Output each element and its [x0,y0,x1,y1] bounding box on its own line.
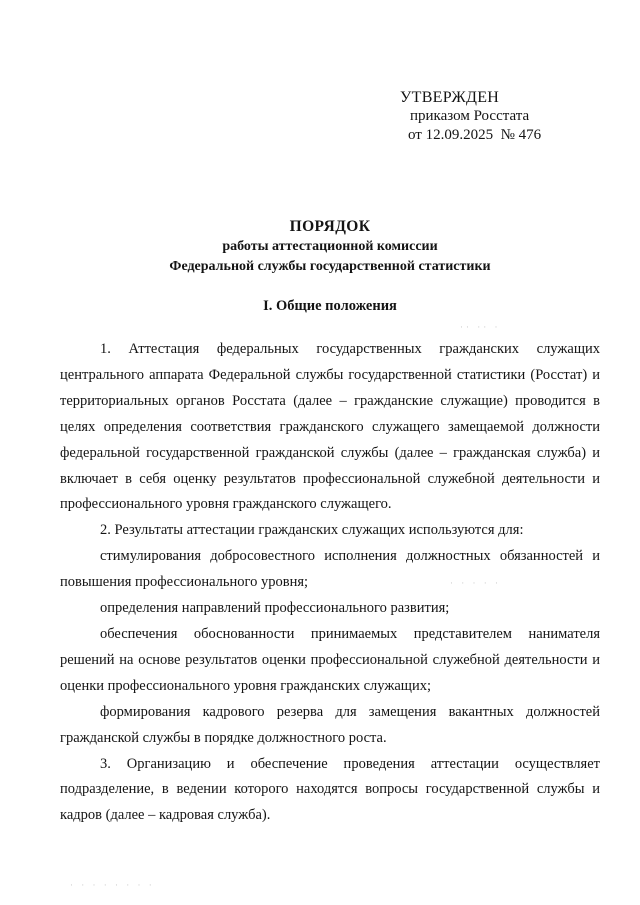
paragraph-6: формирования кадрового резерва для замещения вакантных должностей гражданской службы в порядке должностного роста. [60,703,600,746]
document-title-block [60,217,600,277]
approval-order-line: приказом Росстата [410,108,530,124]
document-subtitle-2: Федеральной службы государственной статистики [169,259,491,274]
scan-noise: · · · · · [450,578,501,588]
approval-heading: УТВЕРЖДЕН [400,89,500,106]
paragraph-2: 2. Результаты аттестации гражданских служащих используются для: [100,522,524,539]
approval-block [400,88,600,145]
paragraph-4: определения направлений профессионального развития; [100,600,450,617]
section-title: I. Общие положения [263,298,397,314]
approval-date-number: от 12.09.2025 № 476 [408,127,542,143]
document-subtitle-1: работы аттестационной комиссии [222,239,438,254]
document-body [60,337,600,829]
paragraph-1: 1. Аттестация федеральных государственных гражданских служащих центрального аппарата Федеральной службы государственной статистики (Росстат) и территориальных органов Росстата (далее – гражданские служащие) проводится в целях определения соответствия гражданского служащего замещаемой должности федеральной государственной гражданской службы (далее – гражданская служба) и включает в себя оценку результатов профессиональной служебной деятельности и профессионального уровня гражданского служащего. [60,341,600,513]
paragraph-5: обеспечения обоснованности принимаемых представителем нанимателя решений на основе результатов оценки профессиональной служебной деятельности и оценки профессионального уровня гражданских служащих; [60,625,600,694]
paragraph-7: 3. Организацию и обеспечение проведения аттестации осуществляет подразделение, в ведении которого находятся вопросы государственной службы и кадров (далее – кадровая служба). [60,755,600,824]
scan-noise: · · · · · · · · [70,880,155,890]
document-title: ПОРЯДОК [289,218,371,235]
scan-noise: ·· ·· · [460,322,501,332]
paragraph-3: стимулирования добросовестного исполнения должностных обязанностей и повышения профессионального уровня; [60,548,600,591]
